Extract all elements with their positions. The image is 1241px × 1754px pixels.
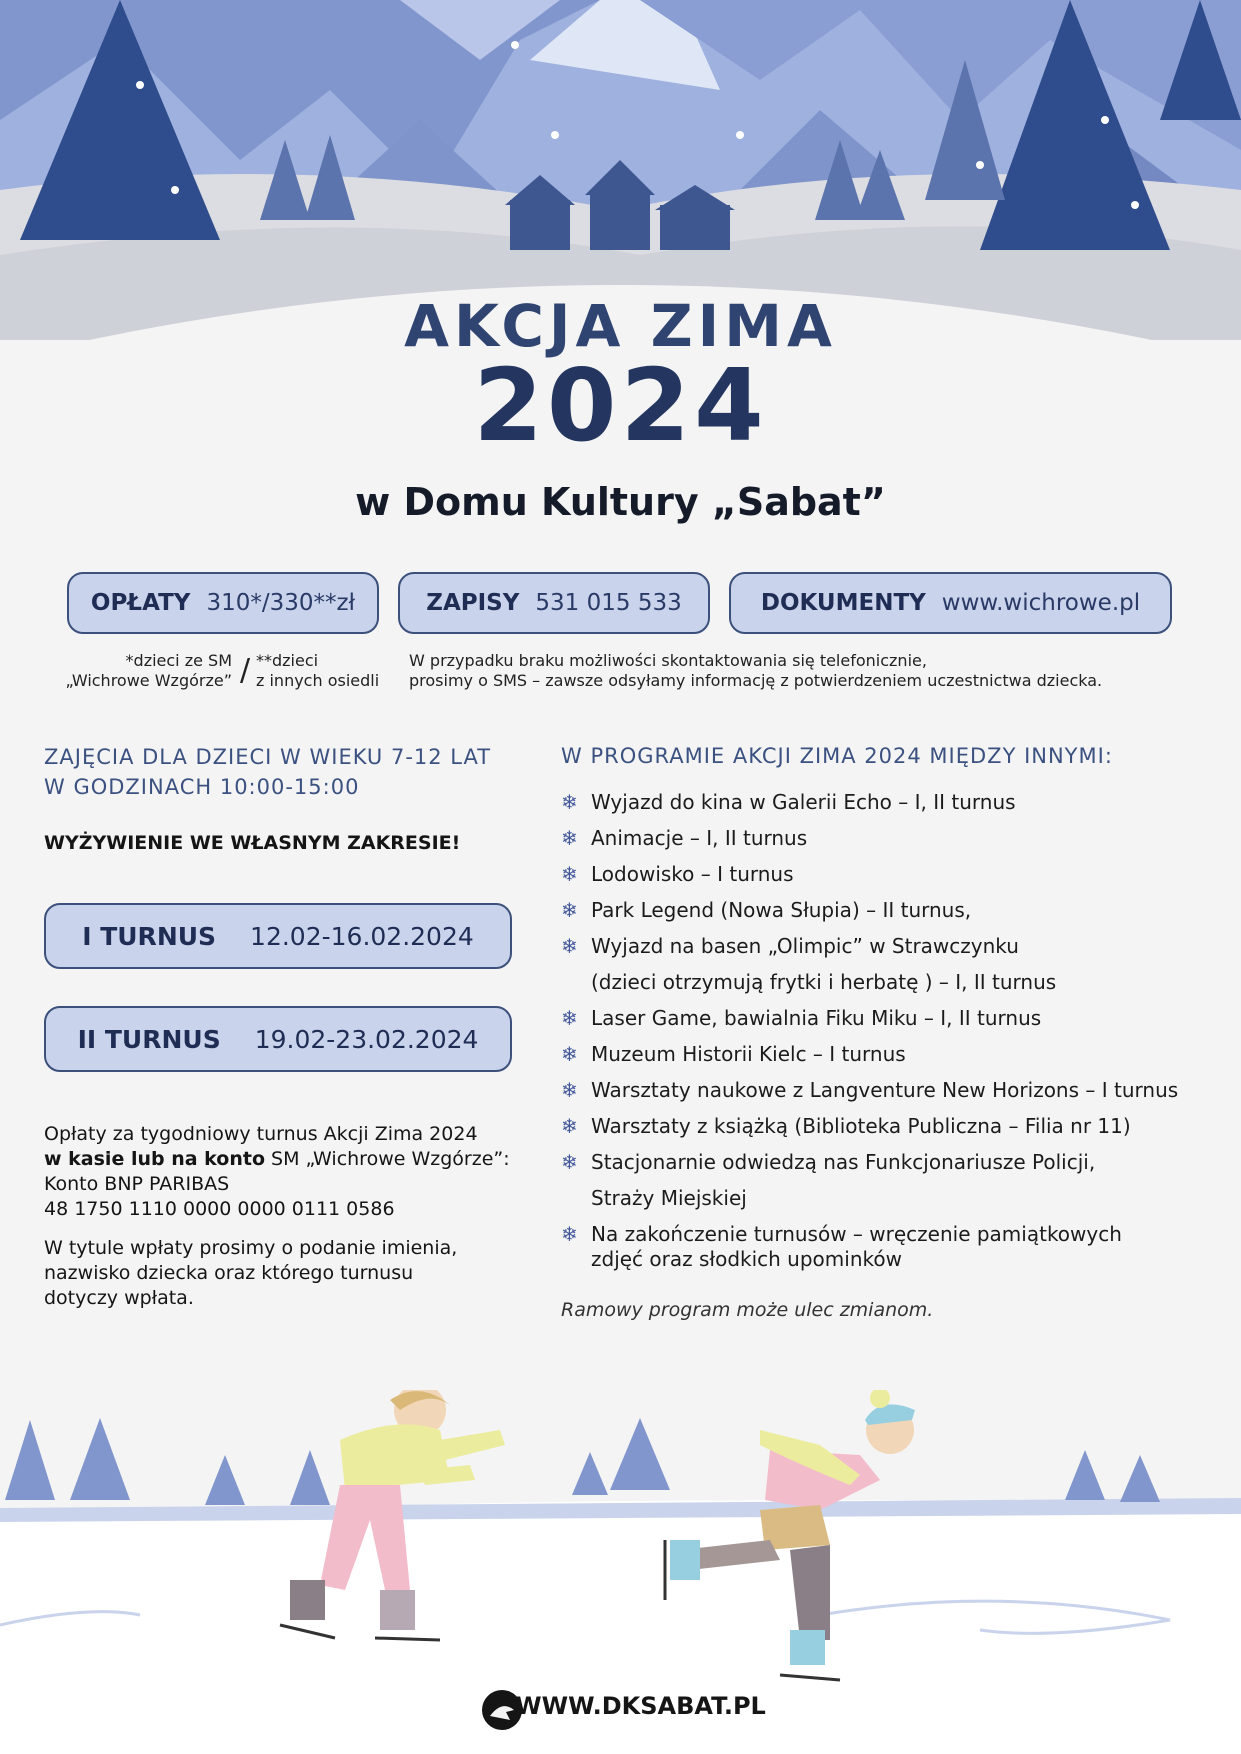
snowflake-icon: ❄: [561, 898, 578, 922]
program-item-text: Na zakończenie turnusów – wręczenie pamiątkowych: [591, 1222, 1122, 1246]
program-item: [561, 790, 1221, 815]
program-item: [561, 1078, 1221, 1103]
program-item: [561, 934, 1221, 959]
program-item: [561, 826, 1221, 851]
program-item-text: zdjęć oraz słodkich upominków: [591, 1247, 902, 1271]
footnote-sm: [40, 651, 232, 691]
snowflake-icon: ❄: [561, 1114, 578, 1138]
turnus-1-dates: 12.02-16.02.2024: [250, 921, 474, 951]
snowflake-icon: ❄: [561, 1222, 578, 1246]
footnote-other: [256, 651, 401, 691]
website-link[interactable]: WWW.DKSABAT.PL: [515, 1692, 766, 1720]
turnus-1-box: [44, 903, 512, 969]
transfer-title-note: [44, 1236, 524, 1311]
footnote-other-line2: z innych osiedli: [256, 671, 380, 690]
turnus-1-label: I TURNUS: [82, 921, 217, 951]
footnote-sms: [409, 651, 1209, 691]
fees-pill: [67, 572, 379, 634]
payment-line1: Opłaty za tygodniowy turnus Akcji Zima 2024: [44, 1123, 478, 1145]
program-item-text: Warsztaty z książką (Biblioteka Publiczna – Filia nr 11): [591, 1114, 1131, 1138]
program-item-text: Wyjazd do kina w Galerii Echo – I, II turnus: [591, 790, 1016, 814]
footnote-divider: /: [240, 653, 251, 688]
program-item: [561, 898, 1221, 923]
page-title: AKCJA ZIMA: [404, 292, 837, 360]
snowflake-icon: ❄: [561, 1150, 578, 1174]
program-item: [561, 1114, 1221, 1139]
program-item: [561, 1222, 1221, 1247]
fees-label: OPŁATY: [90, 590, 191, 616]
payment-account: 48 1750 1110 0000 0000 0111 0586: [44, 1198, 395, 1220]
program-item: [561, 1186, 1221, 1211]
program-item-text: Animacje – I, II turnus: [591, 826, 808, 850]
documents-pill: [729, 572, 1172, 634]
payment-info: [44, 1122, 524, 1222]
program-item-text: Muzeum Historii Kielc – I turnus: [591, 1042, 906, 1066]
program-item-text: (dzieci otrzymują frytki i herbatę ) – I, II turnus: [591, 970, 1057, 994]
program-note: Ramowy program może ulec zmianom.: [561, 1299, 934, 1321]
age-line: ZAJĘCIA DLA DZIECI W WIEKU 7-12 LAT: [44, 745, 492, 769]
program-item-text: Park Legend (Nowa Słupia) – II turnus,: [591, 898, 972, 922]
hours-line: W GODZINACH 10:00-15:00: [44, 775, 360, 799]
program-item-text: Laser Game, bawialnia Fiku Miku – I, II turnus: [591, 1006, 1042, 1030]
documents-label: DOKUMENTY: [760, 590, 926, 616]
page-subtitle: w Domu Kultury „Sabat”: [355, 480, 886, 524]
signup-phone: 531 015 533: [535, 590, 682, 616]
payment-line2: [44, 1147, 524, 1172]
program-item-text: Straży Miejskiej: [591, 1186, 747, 1210]
snowflake-icon: ❄: [561, 826, 578, 850]
turnus-2-box: [44, 1006, 512, 1072]
transfer-note-line1: W tytule wpłaty prosimy o podanie imienia,: [44, 1237, 458, 1259]
turnus-2-label: II TURNUS: [77, 1024, 221, 1054]
program-heading: W PROGRAMIE AKCJI ZIMA 2024 MIĘDZY INNYMI:: [561, 744, 1113, 768]
payment-bold: w kasie lub na konto: [44, 1148, 266, 1170]
footnote-sms-line1: W przypadku braku możliwości skontaktowania się telefonicznie,: [409, 651, 927, 670]
snowflake-icon: ❄: [561, 934, 578, 958]
snowflake-icon: ❄: [561, 1006, 578, 1030]
age-info: [44, 742, 514, 802]
program-item: [561, 1006, 1221, 1031]
footnote-other-line1: **dzieci: [256, 651, 319, 670]
transfer-note-line2: nazwisko dziecka oraz którego turnusu: [44, 1262, 414, 1284]
program-item-text: Lodowisko – I turnus: [591, 862, 794, 886]
snowflake-icon: ❄: [561, 1042, 578, 1066]
program-item: [561, 862, 1221, 887]
program-item: [561, 1150, 1221, 1175]
program-item: [561, 1247, 1221, 1272]
program-item-text: Wyjazd na basen „Olimpic” w Strawczynku: [591, 934, 1019, 958]
snowflake-icon: ❄: [561, 790, 578, 814]
program-item: [561, 1042, 1221, 1067]
documents-url: www.wichrowe.pl: [941, 590, 1141, 616]
signup-pill: [398, 572, 710, 634]
footnote-sms-line2: prosimy o SMS – zawsze odsyłamy informację z potwierdzeniem uczestnictwa dziecka.: [409, 671, 1103, 690]
page-year: 2024: [473, 347, 768, 464]
program-item-text: Warsztaty naukowe z Langventure New Horizons – I turnus: [591, 1078, 1179, 1102]
program-item: [561, 970, 1221, 995]
food-note: WYŻYWIENIE WE WŁASNYM ZAKRESIE!: [44, 832, 461, 854]
snowflake-icon: ❄: [561, 862, 578, 886]
fees-value: 310*/330**zł: [206, 590, 356, 616]
signup-label: ZAPISY: [426, 590, 520, 616]
payment-rest: SM „Wichrowe Wzgórze”:: [265, 1148, 510, 1170]
footnote-sm-line2: „Wichrowe Wzgórze”: [65, 671, 232, 690]
program-list: [561, 790, 1221, 1283]
footnote-sm-line1: *dzieci ze SM: [125, 651, 232, 670]
turnus-2-dates: 19.02-23.02.2024: [254, 1024, 479, 1054]
payment-bank: Konto BNP PARIBAS: [44, 1173, 230, 1195]
snowflake-icon: ❄: [561, 1078, 578, 1102]
program-item-text: Stacjonarnie odwiedzą nas Funkcjonariusze Policji,: [591, 1150, 1096, 1174]
transfer-note-line3: dotyczy wpłata.: [44, 1287, 194, 1309]
